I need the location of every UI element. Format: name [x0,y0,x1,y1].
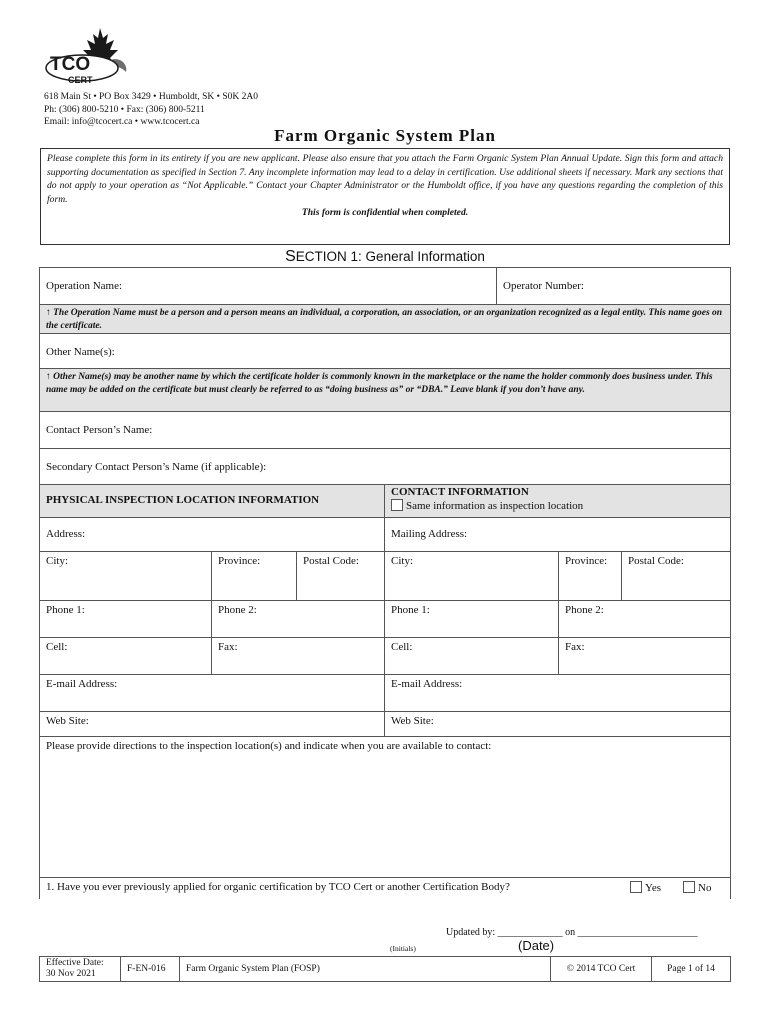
mailing-phone2-field[interactable] [558,600,731,638]
yes-checkbox[interactable] [630,881,642,893]
other-names-note: ↑ Other Name(s) may be another name by which the certificate holder is commonly known in the marketplace or the name the holder commonly does business under. This name may be added on the certificate but must clearly be referred to as “doing business as” or “DBA.” Leave blank if you don’t have any. [39,368,731,412]
other-names-field[interactable] [39,333,731,369]
fax-field[interactable] [211,637,385,675]
operation-name-note: ↑ The Operation Name must be a person and a person means an individual, a corporation, an association, or an organization recognized as a legal entity. This name goes on the certificate. [39,304,731,334]
operator-number-field[interactable] [496,267,731,305]
mailing-postal-code-label: Postal Code: [628,555,684,567]
mailing-website-field[interactable] [384,711,731,737]
page-title: Farm Organic System Plan [274,126,496,145]
directions-field[interactable] [39,736,731,878]
contact-person-label: Contact Person’s Name: [46,424,153,436]
contact-person-field[interactable] [39,411,731,449]
directions-label: Please provide directions to the inspection location(s) and indicate when you are available to contact: [46,740,492,752]
form-name-cell: Farm Organic System Plan (FOSP) [179,956,551,982]
yes-option[interactable] [630,881,661,895]
same-as-inspection-option[interactable] [391,499,724,512]
section-first-letter: S [285,248,296,265]
secondary-contact-field[interactable] [39,448,731,485]
logo-cert-text: CERT [68,75,93,85]
mailing-province-field[interactable] [558,551,622,601]
intro-text: Please complete this form in its entirety if you are new applicant. Please also ensure that you attach the Farm Organic System Plan Annual Update. Sign this form and attach supporting documentation as specified in Section 7. Any incomplete information may lead to a delay in certification. Use additional sheets if necessary. Mark any sections that do not apply to your operation as “Not Applicable.” Contact your Chapter Administrator or the Humboldt office, if you have any questions regarding the completion of this form. [47,153,723,205]
website-field[interactable] [39,711,385,737]
intro-box [40,148,730,245]
contact-info-header [384,484,731,518]
cell-field[interactable] [39,637,212,675]
logo-tco-text: TCO [50,54,91,75]
operation-name-label: Operation Name: [46,280,123,292]
same-as-inspection-checkbox[interactable] [391,499,403,511]
confidential-note: This form is confidential when completed. [301,207,469,219]
mailing-fax-label: Fax: [565,641,585,653]
section-title [0,248,770,266]
question1-row [39,877,731,899]
effective-date-label: Effective Date: [46,958,104,968]
general-info-form [39,267,731,899]
postal-code-label: Postal Code: [303,555,359,567]
mailing-city-label: City: [391,555,414,567]
website-label: Web Site: [46,715,89,727]
mailing-phone1-label: Phone 1: [391,604,430,616]
address-block [44,91,258,129]
phone1-field[interactable] [39,600,212,638]
province-label: Province: [218,555,261,567]
physical-location-header: PHYSICAL INSPECTION LOCATION INFORMATION [39,484,385,518]
address-label: Address: [46,528,86,540]
phone-line: Ph: (306) 800-5210 • Fax: (306) 800-5211 [44,104,205,115]
province-field[interactable] [211,551,297,601]
effective-date-value: 30 Nov 2021 [46,969,96,979]
secondary-contact-label: Secondary Contact Person’s Name (if applicable): [46,461,267,473]
copyright-cell: © 2014 TCO Cert [550,956,652,982]
page-number-cell: Page 1 of 14 [651,956,731,982]
fax-label: Fax: [218,641,238,653]
yes-label: Yes [645,882,662,894]
updated-by-line: Updated by: _____________ on ________________________ [446,927,698,938]
email-field[interactable] [39,674,385,712]
address-line: 618 Main St • PO Box 3429 • Humboldt, SK • S0K 2A0 [44,92,258,102]
effective-date-cell [39,956,121,982]
form-code-cell: F-EN-016 [120,956,180,982]
phone2-label: Phone 2: [218,604,257,616]
initials-label: (Initials) [390,944,416,953]
mailing-city-field[interactable] [384,551,559,601]
email-label: E-mail Address: [46,678,118,690]
city-label: City: [46,555,69,567]
mailing-email-field[interactable] [384,674,731,712]
mailing-address-field[interactable] [384,517,731,552]
same-as-inspection-label: Same information as inspection location [406,500,584,512]
mailing-address-label: Mailing Address: [391,528,468,540]
mailing-fax-field[interactable] [558,637,731,675]
footer-table [39,956,731,982]
mailing-phone1-field[interactable] [384,600,559,638]
mailing-email-label: E-mail Address: [391,678,463,690]
phone1-label: Phone 1: [46,604,85,616]
phone2-field[interactable] [211,600,385,638]
mailing-phone2-label: Phone 2: [565,604,604,616]
mailing-postal-code-field[interactable] [621,551,731,601]
postal-code-field[interactable] [296,551,385,601]
no-label: No [698,882,712,894]
no-option[interactable] [683,881,711,895]
address-field[interactable] [39,517,385,552]
mailing-province-label: Province: [565,555,608,567]
mailing-cell-label: Cell: [391,641,413,653]
question1-text: 1. Have you ever previously applied for organic certification by TCO Cert or another Certification Body? [46,881,510,893]
operation-name-field[interactable] [39,267,497,305]
mailing-website-label: Web Site: [391,715,434,727]
cell-label: Cell: [46,641,68,653]
contact-info-title: CONTACT INFORMATION [391,486,529,498]
other-names-label: Other Name(s): [46,346,115,358]
email-line: Email: info@tcocert.ca • www.tcocert.ca [44,117,200,127]
city-field[interactable] [39,551,212,601]
operator-number-label: Operator Number: [503,280,584,292]
no-checkbox[interactable] [683,881,695,893]
tco-cert-logo [42,26,132,88]
section-title-rest: ECTION 1: General Information [295,249,485,264]
date-label: (Date) [518,938,555,953]
mailing-cell-field[interactable] [384,637,559,675]
